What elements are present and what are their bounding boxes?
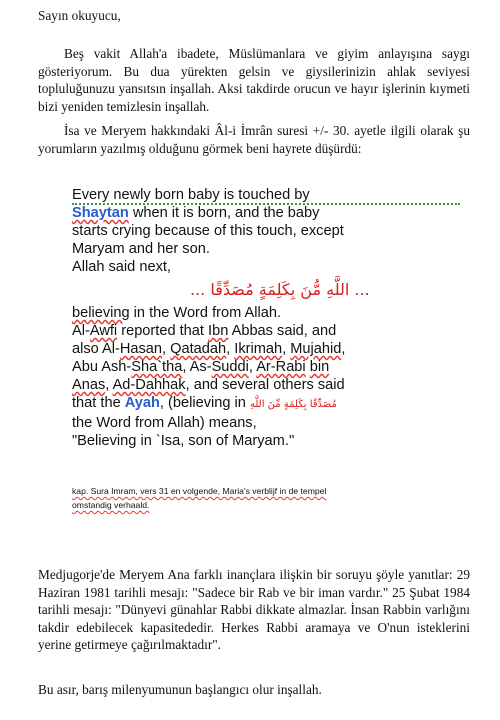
- quote-line-12: [72, 394, 457, 414]
- quote-text: in the Word from Allah.: [133, 305, 282, 321]
- footnote: [72, 484, 472, 512]
- quote-line-10: Abu Ash-Sha`tha, As-Suddi, Ar-Rabi bin: [72, 359, 330, 375]
- quote-line-3: starts crying because of this touch, except: [72, 223, 344, 239]
- quote-text: Abu Ash-: [72, 359, 132, 375]
- quote-text: Al-: [72, 323, 90, 339]
- quote-text: Every newly born baby is touched by: [72, 187, 310, 203]
- quote-line-14: "Believing in `Isa, son of Maryam.'': [72, 433, 295, 449]
- quote-line-4: Maryam and her son.: [72, 241, 210, 257]
- name-shatha: Sha`tha: [131, 359, 183, 375]
- name-qatadah: Qatadah: [170, 341, 227, 357]
- arabic-inline: مُصَدِّقًا بِكَلِمَةٍ مِّنَ اللَّهِ: [249, 399, 337, 410]
- believing-term: believing: [72, 305, 130, 321]
- name-mujahid: Mujahid: [290, 341, 342, 357]
- closing-paragraph: Bu asır, barış milenyumunun başlangıcı olur inşallah.: [38, 682, 322, 697]
- quote-block: [72, 186, 457, 450]
- footnote-line-2: omstandig verhaald.: [72, 500, 150, 510]
- name-dahhak: Ad-Dahhak: [112, 377, 186, 393]
- name-anas: Anas: [72, 377, 106, 393]
- medjugorje-paragraph: Medjugorje'de Meryem Ana farklı inançlara ilişkin bir soruyu şöyle yanıtlar: 29 Haziran 1981 tarihli mesajı: "Sadece bir Rab ve bir iman vardır." 25 Şubat 1984 tarihli mesajı: "Dünyevi günahlar Rabbi dikkate almazlar. İnsan Rabbin varlığını takdir edebilecek kapasitededir. Herkes Rabbi aramaya ve O'nun isteklerini yerine getirmeye çağırılmaktadır".: [38, 567, 470, 652]
- intro-paragraph: Beş vakit Allah'a ibadete, Müslümanlara ve giyim anlayışına saygı gösteriyorum. Bu dua yürekten gelsin ve giysilerinizin ahlak seviyesi topluluğunuzu yansıtsın inşallah. Aksi takdirde orucun ve hayır işlerinin kıymeti bizi yeniden temizlesin inşallah.: [38, 46, 470, 114]
- quote-line-9: also Al-Hasan, Qatadah, Ikrimah, Mujahid,: [72, 341, 346, 357]
- quote-line-7: [72, 304, 457, 322]
- ayah-term: Ayah: [124, 395, 160, 411]
- quote-text: reported that: [121, 323, 204, 339]
- quote-text: that the: [72, 395, 121, 411]
- name-suddi: Suddi: [211, 359, 249, 375]
- quote-line-13: the Word from Allah) means,: [72, 415, 257, 431]
- quote-line-5: Allah said next,: [72, 259, 171, 275]
- quote-line-2: [72, 204, 457, 222]
- quote-text: , and several others said: [185, 377, 345, 393]
- name-ibn: Ibn: [208, 323, 229, 339]
- name-hasan: Hasan: [119, 341, 163, 357]
- quote-line-arabic: [72, 276, 457, 304]
- quote-line-11: Anas, Ad-Dahhak, and several others said: [72, 377, 345, 393]
- name-ikrimah: Ikrimah: [234, 341, 283, 357]
- shaytan-term: Shaytan: [72, 205, 129, 221]
- quote-text: when it is born, and the baby: [132, 205, 320, 221]
- arabic-verse: ... اللَّهِ مُّنَ بِكَلِمَةٍ مُصَدِّقًا ...: [190, 280, 370, 299]
- quote-text: Abbas said, and: [231, 323, 337, 339]
- surah-paragraph: İsa ve Meryem hakkındaki Âl-i İmrân suresi +/- 30. ayetle ilgili olarak şu yorumların yazılmış olduğunu görmek beni hayrete düşürdü:: [38, 123, 470, 156]
- quote-line-1: [72, 186, 457, 204]
- greeting: Sayın okuyucu,: [38, 8, 121, 23]
- footnote-line-1: kap. Sura Imram, vers 31 en volgende, Maria's verblijf in de tempel: [72, 486, 327, 496]
- name-bin: bin: [309, 359, 330, 375]
- name-arrabi: Ar-Rabi: [256, 359, 306, 375]
- quote-line-8: [72, 322, 457, 340]
- quote-text: , (believing in: [159, 395, 246, 411]
- quote-text: also Al-: [72, 341, 120, 357]
- name-awfi: Awfi: [89, 323, 118, 339]
